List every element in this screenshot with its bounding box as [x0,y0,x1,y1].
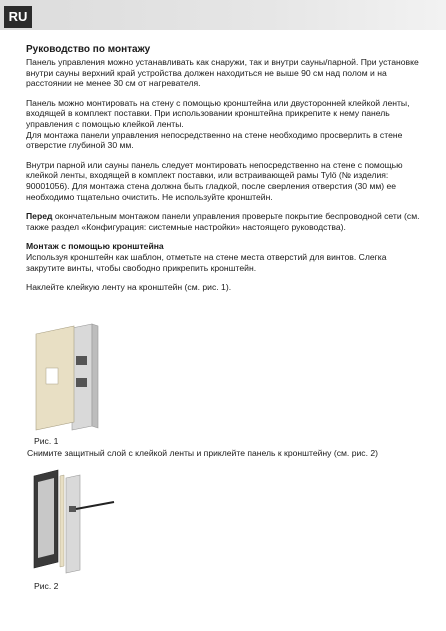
panel-screen [38,478,54,558]
step-2-text: Снимите защитный слой с клейкой ленты и приклейте панель к кронштейну (см. рис. 2) [27,448,379,458]
paragraph-wifi-note [26,211,422,232]
paragraph-drilling: Для монтажа панели управления непосредственно на стене необходимо просверлить в стене отверстие глубиной 30 мм. [26,129,403,151]
paragraph-location: Панель управления можно устанавливать как снаружи, так и внутри сауны/парной. При установке внутри сауны верхний край устройства должен находиться не выше 90 см над полом и на расстоянии не менее 30 см от нагревателя. [26,57,419,89]
figure-1-illustration [34,322,134,434]
figure-2-illustration [22,466,132,576]
language-badge: RU [4,6,32,28]
section-text: Используя кронштейн как шаблон, отметьте на стене места отверстий для винтов. Слегка закрутите винты, чтобы свободно прикрепить кронштейн. [26,251,387,273]
main-content [26,44,422,302]
tape-cutout [46,368,58,384]
step-1-text: Наклейте клейкую ленту на кронштейн (см. рис. 1). [26,282,232,293]
screw-icon [76,502,114,509]
bracket-hole-upper [76,356,87,365]
note-bold: Перед [26,211,53,222]
bracket-side [72,324,92,430]
figure-1-caption: Рис. 1 [34,436,59,446]
header-bar [0,0,446,30]
section-heading: Монтаж с помощью кронштейна [26,241,164,252]
figure-2-caption: Рис. 2 [34,581,59,591]
bracket-edge [92,324,98,428]
page-title: Руководство по монтажу [26,44,151,55]
paragraph-sauna-inside: Внутри парной или сауны панель следует монтировать непосредственно на стене с помощью клейкой ленты, входящей в комплект поставки, или встраивающей рамы Tylö (№ изделия: 90001056). Для монтажа стена должна быть гладкой, после сверления отверстия (30 мм) ее необходимо тщательно очистить. Не используйте кронштейн. [26,159,403,202]
bracket-hole [69,506,76,512]
paragraph-mounting: Панель можно монтировать на стену с помощью кронштейна или двусторонней клейкой ленты, входящей в комплект поставки. При использовании кронштейна прикрепите к нему панель управления с помощью клейкой ленты. [26,97,410,129]
bracket-hole-lower [76,378,87,387]
bracket [66,475,80,573]
note-text: окончательным монтажом панели управления проверьте покрытие беспроводной сети (см. также раздел «Конфигурация: системные настройки» настоящего руководства). [26,211,420,232]
tape-strip [60,475,64,567]
